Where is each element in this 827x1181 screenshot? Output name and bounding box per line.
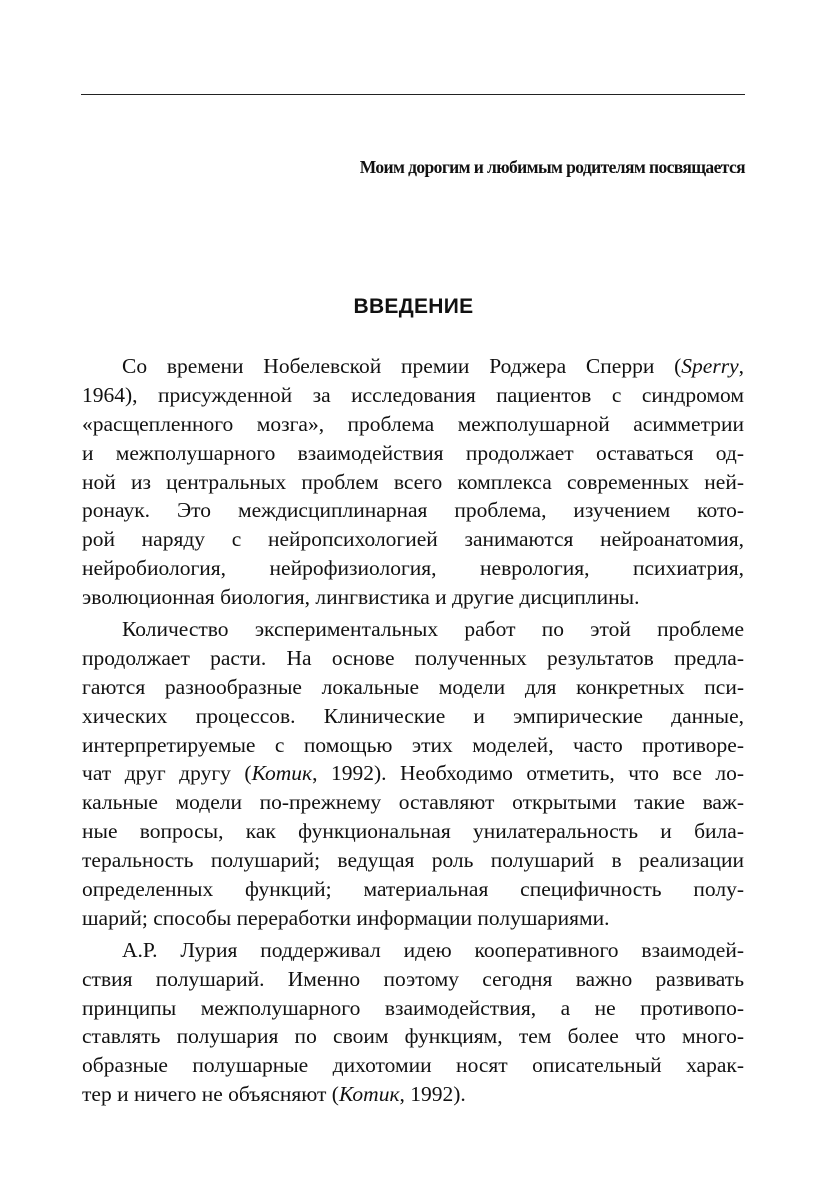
text-line: интерпретируемые с помощью этих моделей, часто противоре- (82, 732, 744, 757)
text-line: кальные модели по-прежнему оставляют открытыми такие важ- (82, 790, 744, 815)
text-line: гаются разнообразные локальные модели для конкретных пси- (82, 674, 744, 699)
text-line: шарий; способы переработки информации полушариями. (82, 905, 610, 930)
body-text (82, 352, 744, 1109)
text-line: Количество экспериментальных работ по этой проблеме (122, 617, 744, 642)
text-line: хических процессов. Клинические и эмпирические данные, (82, 703, 744, 728)
paragraph-3 (82, 936, 744, 1109)
text-line: теральность полушарий; ведущая роль полушарий в реализации (82, 848, 744, 873)
text-line: эволюционная биология, лингвистика и другие дисциплины. (82, 585, 640, 610)
citation-author: Котик (251, 761, 313, 786)
text-line: определенных функций; материальная специфичность полу- (82, 877, 744, 902)
dedication: Моим дорогим и любимым родителям посвящается (359, 157, 745, 177)
header-rule (81, 94, 745, 95)
citation-author: Sperry (681, 354, 739, 378)
text-line: ставлять полушария по своим функциям, тем более что много- (82, 1024, 744, 1049)
citation-author: Котик (338, 1082, 400, 1107)
text-line: и межполушарного взаимодействия продолжает оставаться од- (82, 440, 744, 465)
text-line: ные вопросы, как функциональная унилатеральность и била- (82, 819, 744, 844)
text-line: образные полушарные дихотомии носят описательный харак- (82, 1053, 744, 1078)
text-line: чат друг другу (Котик, 1992). Необходимо отметить, что все ло- (82, 761, 744, 786)
text-line: ной из центральных проблем всего комплекса современных ней- (82, 469, 744, 494)
text-line: 1964), присужденной за исследования пациентов с синдромом (82, 382, 744, 407)
text-line: «расщепленного мозга», проблема межполушарной асимметрии (82, 411, 744, 436)
chapter-heading: ВВЕДЕНИЕ (353, 295, 474, 318)
text-line: нейробиология, нейрофизиология, неврология, психиатрия, (82, 556, 744, 581)
paragraph-1 (82, 352, 744, 612)
text-line: ронаук. Это междисциплинарная проблема, изучением кото- (82, 498, 744, 523)
text-line: рой наряду с нейропсихологией занимаются нейроанатомия, (82, 527, 744, 552)
text-line: А.Р. Лурия поддерживал идею кооперативного взаимодей- (122, 937, 744, 962)
text-line: принципы межполушарного взаимодействия, а не противопо- (82, 995, 744, 1020)
paragraph-2 (82, 615, 744, 933)
text-line: Со времени Нобелевской премии Роджера Сперри (Sperry, (122, 354, 744, 378)
text-line: ствия полушарий. Именно поэтому сегодня важно развивать (82, 966, 744, 991)
text-line: продолжает расти. На основе полученных результатов предла- (82, 645, 744, 670)
text-line: тер и ничего не объясняют (Котик, 1992). (82, 1082, 466, 1107)
